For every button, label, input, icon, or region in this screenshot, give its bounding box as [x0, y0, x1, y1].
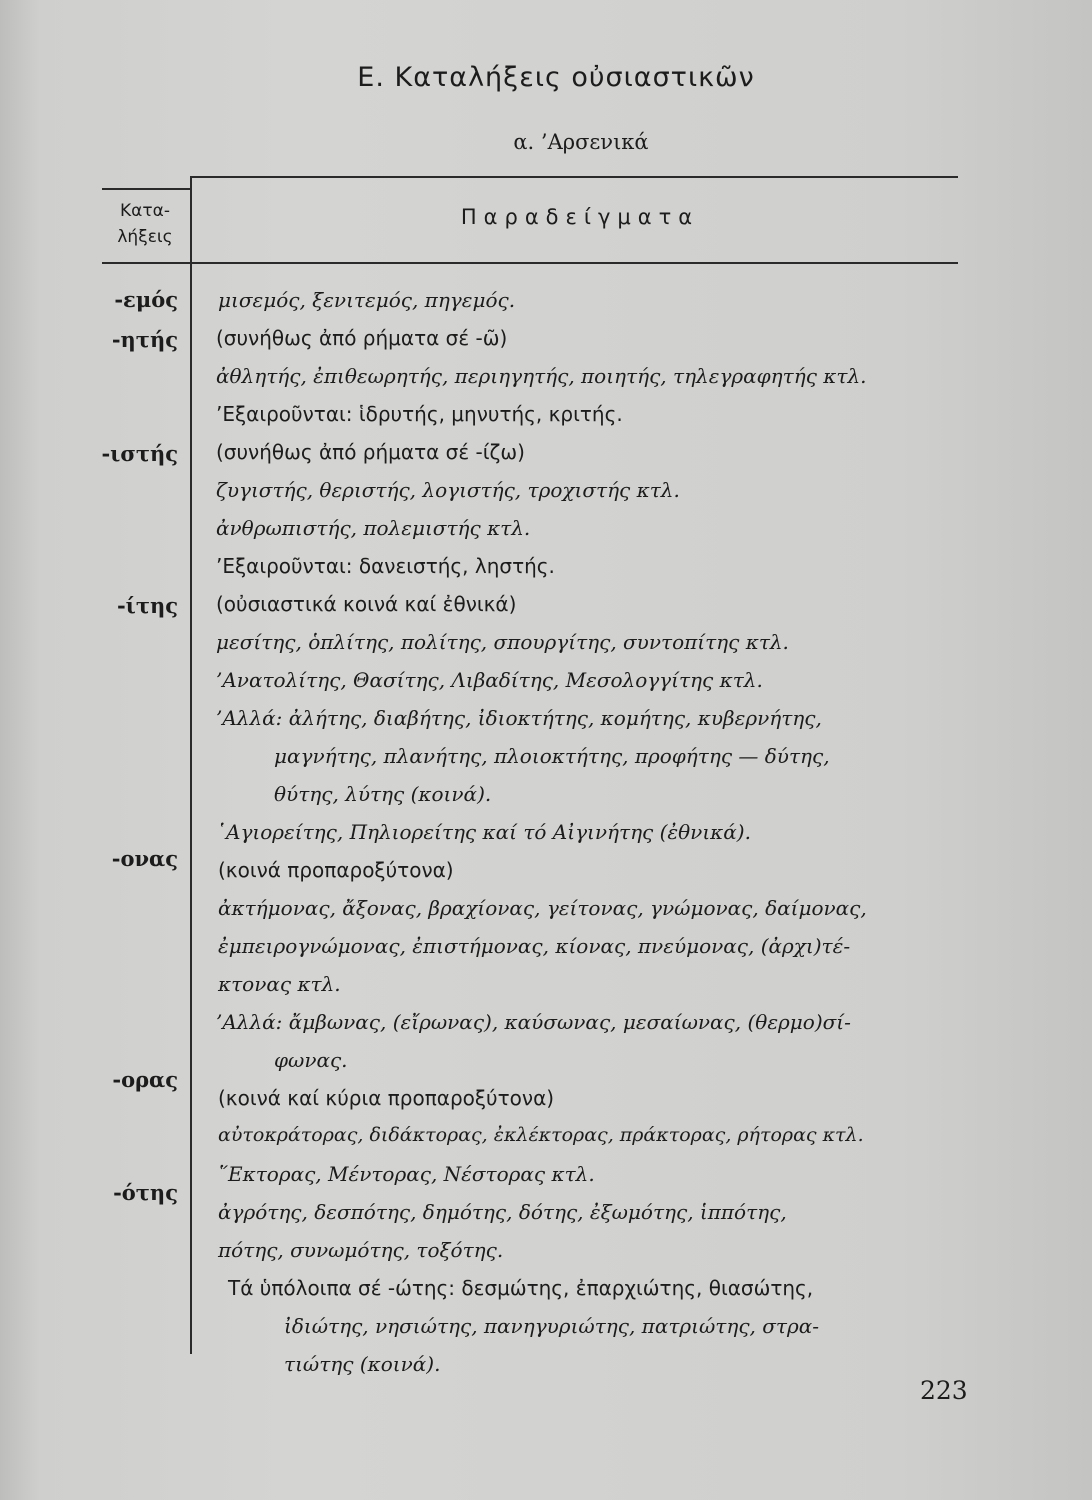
example-line: ἐμπειρογνώμονας, ἐπιστήμονας, κίονας, πνεύμονας, (ἀρχι)τέ- [218, 934, 851, 958]
table-column-divider [190, 176, 192, 1354]
example-line: πότης, συνωμότης, τοξότης. [218, 1238, 504, 1262]
example-line: Τά ὑπόλοιπα σέ -ώτης: δεσμώτης, ἐπαρχιώτης, θιασώτης, [228, 1276, 814, 1300]
example-line: φωνας. [274, 1048, 348, 1072]
ending-otis: -ότης [113, 1180, 178, 1205]
example-line: ἀγρότης, δεσπότης, δημότης, δότης, ἐξωμότης, ἱππότης, [218, 1200, 787, 1224]
section-subtitle: α. ’Αρσενικά [513, 130, 649, 154]
example-line: (οὐσιαστικά κοινά καί ἐθνικά) [216, 592, 517, 616]
example-line: (συνήθως ἀπό ρήματα σέ -ίζω) [216, 440, 525, 464]
header-endings [100, 198, 190, 250]
example-line: ’Αλλά: ἀλήτης, διαβήτης, ἰδιοκτήτης, κομήτης, κυβερνήτης, [216, 706, 822, 730]
example-line: τιώτης (κοινά). [284, 1352, 441, 1376]
example-line: (κοινά προπαροξύτονα) [218, 858, 454, 882]
example-line: ἀθλητής, ἐπιθεωρητής, περιηγητής, ποιητής, τηλεγραφητής κτλ. [216, 364, 867, 388]
example-line: αὐτοκράτορας, διδάκτορας, ἐκλέκτορας, πράκτορας, ρήτορας κτλ. [218, 1124, 864, 1146]
header-endings-line-1: Κατα- [120, 201, 170, 221]
example-line: μισεμός, ξενιτεμός, πηγεμός. [218, 288, 516, 312]
example-line: μαγνήτης, πλανήτης, πλοιοκτήτης, προφήτης — δύτης, [274, 744, 830, 768]
example-line: (συνήθως ἀπό ρήματα σέ -ῶ) [216, 326, 508, 350]
example-line: ’Αλλά: ἄμβωνας, (εἴρωνας), καύσωνας, μεσαίωνας, (θερμο)σί- [216, 1010, 851, 1034]
example-line: ἰδιώτης, νησιώτης, πανηγυριώτης, πατριώτης, στρα- [284, 1314, 819, 1338]
ending-istis: -ιστής [101, 441, 178, 466]
ending-onas: -ονας [111, 846, 178, 871]
example-line: (κοινά καί κύρια προπαροξύτονα) [218, 1086, 555, 1110]
table-top-rule [190, 176, 958, 178]
example-line: θύτης, λύτης (κοινά). [274, 782, 492, 806]
example-line: ζυγιστής, θεριστής, λογιστής, τροχιστής κτλ. [216, 478, 680, 502]
ending-itis-stressed: -ητής [111, 327, 178, 352]
example-line: ἀκτήμονας, ἄξονας, βραχίονας, γείτονας, γνώμονας, δαίμονας, [218, 896, 867, 920]
example-line: ἀνθρωπιστής, πολεμιστής κτλ. [216, 516, 531, 540]
page-number: 223 [920, 1376, 968, 1405]
example-line: ’Ανατολίτης, Θασίτης, Λιβαδίτης, Μεσολογγίτης κτλ. [216, 668, 763, 692]
table-header-rule-left [102, 188, 190, 190]
example-line: ῞Εκτορας, Μέντορας, Νέστορας κτλ. [218, 1162, 595, 1186]
header-endings-line-2: λήξεις [117, 227, 173, 247]
ending-emos: -εμός [114, 287, 178, 312]
example-line: μεσίτης, ὁπλίτης, πολίτης, σπουργίτης, συντοπίτης κτλ. [216, 630, 789, 654]
example-line: ’Εξαιροῦνται: δανειστής, ληστής. [216, 554, 555, 578]
section-title: Ε. Καταλήξεις οὐσιαστικῶν [357, 62, 755, 93]
example-line: κτονας κτλ. [218, 972, 341, 996]
ending-oras: -ορας [112, 1067, 178, 1092]
table-header-bottom-rule [102, 262, 958, 264]
header-examples: Παραδείγματα [460, 205, 700, 229]
example-line: ῾Αγιορείτης, Πηλιορείτης καί τό Αἰγινήτης (ἐθνικά). [216, 820, 751, 844]
example-line: ’Εξαιροῦνται: ἱδρυτής, μηνυτής, κριτής. [216, 402, 623, 426]
ending-itis: -ίτης [116, 593, 178, 618]
